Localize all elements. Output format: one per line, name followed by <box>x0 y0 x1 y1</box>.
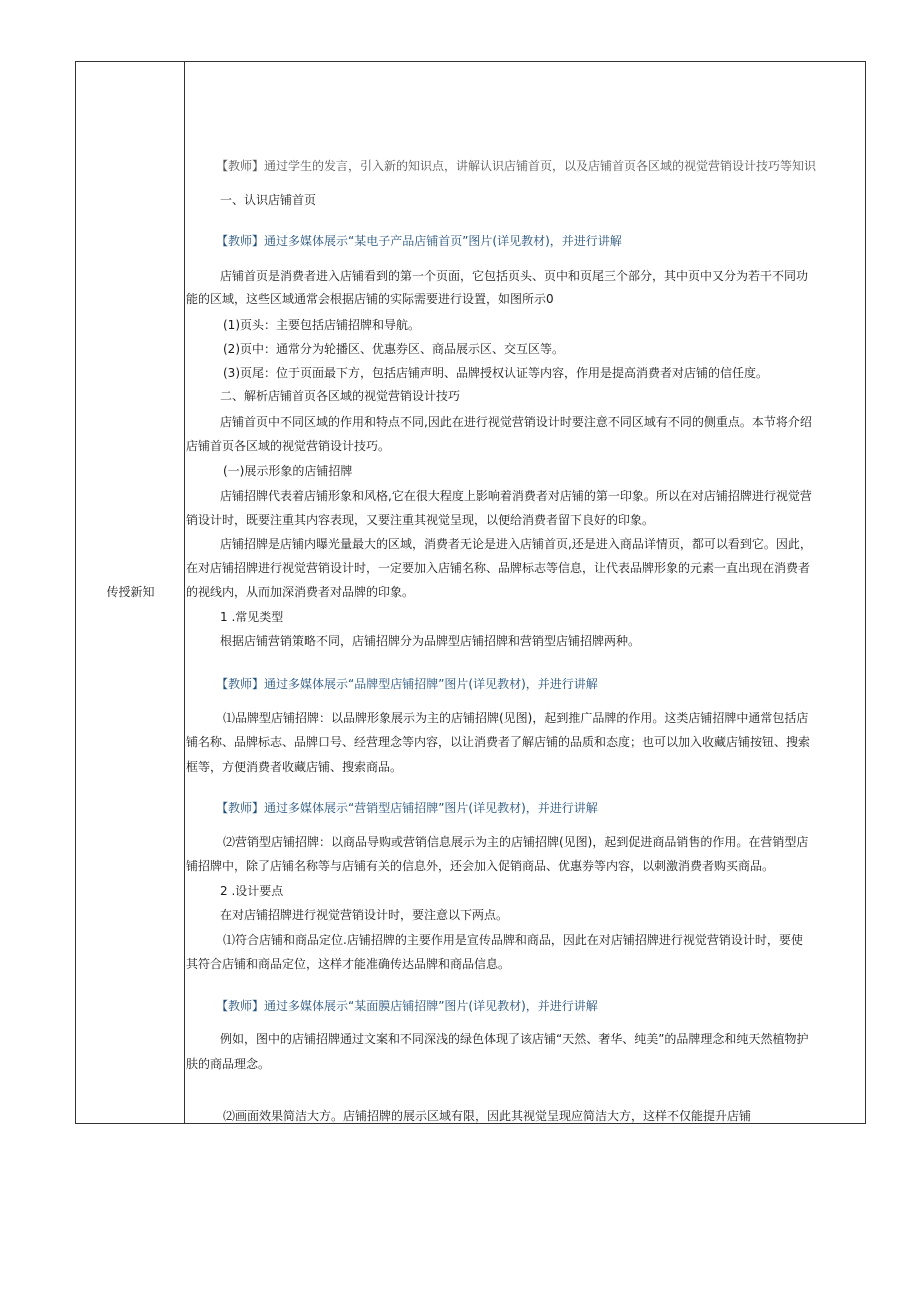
paragraph-line: ⑵画面效果简洁大方。店铺招牌的展示区域有限，因此其视觉呈现应简洁大方，这样不仅能提升店铺 <box>223 1109 752 1123</box>
list-item: (2)页中：通常分为轮播区、优惠券区、商品展示区、交互区等。 <box>223 342 565 356</box>
paragraph-line: 店铺首页是消费者进入店铺看到的第一个页面，它包括页头、页中和页尾三个部分，其中页中又分为若干不同功 <box>220 269 809 283</box>
paragraph-line: ⑴符合店铺和商品定位.店铺招牌的主要作用是宣传品牌和商品，因此在对店铺招牌进行视觉营销设计时，要使 <box>223 933 803 947</box>
paragraph-line: 铺名称、品牌标志、品牌口号、经营理念等内容，以让消费者了解店铺的品质和态度；也可以加入收藏店铺按钮、搜索 <box>186 735 811 749</box>
lesson-table <box>75 61 866 1124</box>
section-label-cell <box>76 62 185 1123</box>
paragraph-line: 铺招牌中，除了店铺名称等与店铺有关的信息外，还会加入促销商品、优惠券等内容，以刺激消费者购买商品。 <box>186 859 775 873</box>
content-cell <box>186 62 865 1123</box>
paragraph-line: 店铺首页各区域的视觉营销设计技巧。 <box>186 439 391 453</box>
teacher-note: 【教师】通过多媒体展示“营销型店铺招牌”图片(详见教材)，并进行讲解 <box>216 801 598 815</box>
paragraph-line: 根据店铺营销策略不同，店铺招牌分为品牌型店铺招牌和营销型店铺招牌两种。 <box>220 634 641 648</box>
subheading: 2 .设计要点 <box>220 884 284 898</box>
teacher-note: 【教师】通过多媒体展示“某面膜店铺招牌”图片(详见教材)，并进行讲解 <box>216 999 598 1013</box>
paragraph-line: 店铺招牌是店铺内曝光量最大的区域，消费者无论是进入店铺首页,还是进入商品详情页，都可以看到它。因此， <box>220 537 812 551</box>
paragraph-line: 其符合店铺和商品定位，这样才能准确传达品牌和商品信息。 <box>186 957 511 971</box>
paragraph-line: 肤的商品理念。 <box>186 1057 271 1071</box>
paragraph-line: 店铺招牌代表着店铺形象和风格,它在很大程度上影响着消费者对店铺的第一印象。所以在对店铺招牌进行视觉营 <box>220 489 812 503</box>
paragraph-line: 能的区域，这些区域通常会根据店铺的实际需要进行设置，如图所示0 <box>186 292 554 306</box>
paragraph-line: 例如，图中的店铺招牌通过文案和不同深浅的绿色体现了该店铺“天然、奢华、纯美”的品牌理念和纯天然植物护 <box>220 1032 809 1046</box>
paragraph-line: 框等，方便消费者收藏店铺、搜索商品。 <box>186 760 403 774</box>
paragraph-line: 的视线内，从而加深消费者对品牌的印象。 <box>186 585 415 599</box>
paragraph-line: ⑴品牌型店铺招牌：以品牌形象展示为主的店铺招牌(见图)，起到推广品牌的作用。这类店铺招牌中通常包括店 <box>223 711 809 725</box>
paragraph-line: 在对店铺招牌进行视觉营销设计时，要注意以下两点。 <box>220 908 509 922</box>
paragraph-line: 店铺首页中不同区域的作用和特点不同,因此在进行视觉营销设计时要注意不同区域有不同的侧重点。本节将介绍 <box>220 415 812 429</box>
subheading: (一)展示形象的店铺招牌 <box>223 464 353 478</box>
teacher-note: 【教师】通过多媒体展示“品牌型店铺招牌”图片(详见教材)，并进行讲解 <box>216 677 598 691</box>
teacher-note: 【教师】通过多媒体展示“某电子产品店铺首页”图片(详见教材)，并进行讲解 <box>216 234 622 248</box>
subheading: 1 .常见类型 <box>220 610 284 624</box>
paragraph-line: 销设计时，既要注重其内容表现，又要注重其视觉呈现，以便给消费者留下良好的印象。 <box>186 513 655 527</box>
list-item: (1)页头：主要包括店铺招牌和导航。 <box>223 318 420 332</box>
teacher-note: 【教师】通过学生的发言，引入新的知识点，讲解认识店铺首页，以及店铺首页各区域的视觉营销设计技巧等知识 <box>216 159 817 173</box>
paragraph-line: 在对店铺招牌进行视觉营销设计时，一定要加入店铺名称、品牌标志等信息，让代表品牌形象的元素一直出现在消费者 <box>186 561 811 575</box>
heading: 二、解析店铺首页各区域的视觉营销设计技巧 <box>220 389 461 403</box>
heading: 一、认识店铺首页 <box>220 193 317 207</box>
paragraph-line: ⑵营销型店铺招牌：以商品导购或营销信息展示为主的店铺招牌(见图)，起到促进商品销售的作用。在营销型店 <box>223 835 809 849</box>
list-item: (3)页尾：位于页面最下方，包括店铺声明、品牌授权认证等内容，作用是提高消费者对店铺的信任度。 <box>223 366 769 380</box>
section-label: 传授新知 <box>106 585 155 599</box>
